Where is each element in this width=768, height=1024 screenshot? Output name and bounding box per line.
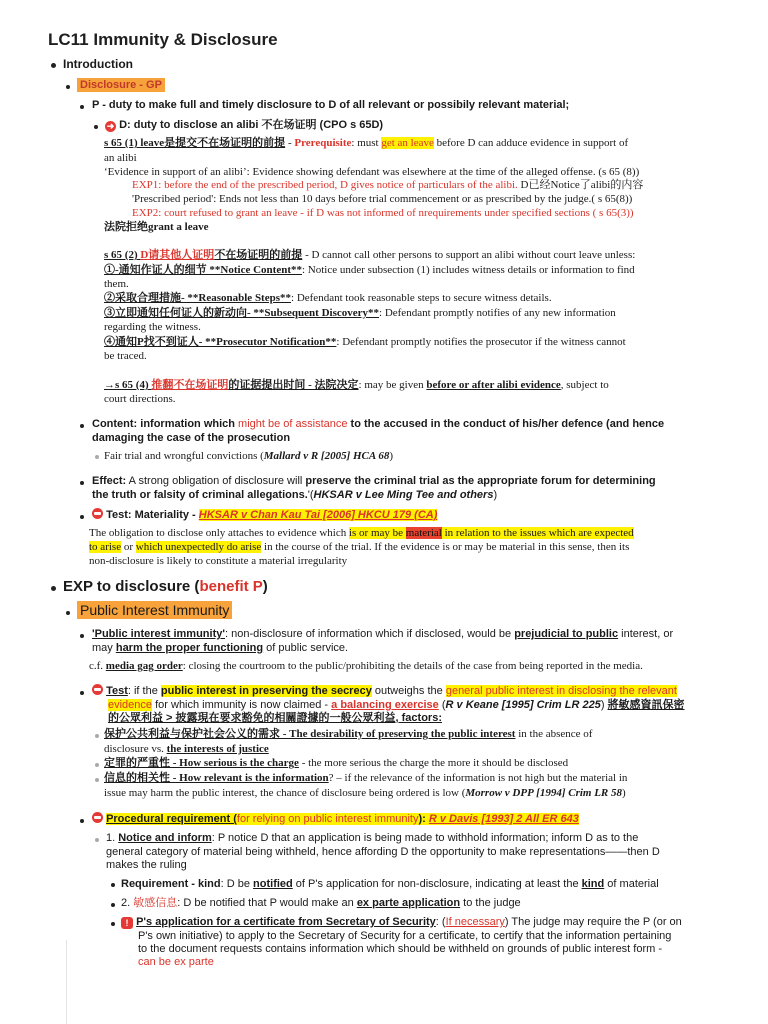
- condition-4-label: ④通知P找不到证人- **Prosecutor Notification**: [104, 336, 337, 348]
- exp2-text: EXP2: court refused to grant an leave - if D was not informed of nrequirements under specified sections ( s 65(3)): [132, 207, 634, 219]
- test-highlight-1: public interest in preserving the secrecy: [160, 685, 372, 697]
- exp-close: ): [262, 578, 268, 595]
- pii-test-line-2: [108, 698, 768, 712]
- interests-of-justice: the interests of justice: [166, 743, 269, 755]
- factor-2-rest: - the more serious the charge the more it should be disclosed: [298, 757, 569, 769]
- gag-rest: : closing the courtroom to the public/prohibiting the details of the case from being reported in the media.: [182, 660, 643, 672]
- bullet: [80, 515, 84, 519]
- test2-close: ): [600, 699, 608, 711]
- gag-label: media gag order: [105, 660, 183, 672]
- kind-text: kind: [581, 878, 605, 890]
- certificate-cont-2: to the document requests contains information which should be withheld on grounds of public interest form -: [138, 943, 663, 955]
- factor-1b-pre: disclosure vs.: [104, 743, 167, 755]
- davis-case: R v Davis [1993] 2 All ER 643: [428, 813, 579, 825]
- s65-4-label: →s 65 (4): [104, 379, 152, 391]
- requirement-kind[interactable]: [121, 877, 766, 891]
- bullet: [80, 424, 84, 428]
- condition-3: [104, 306, 764, 320]
- test-highlight-2: general public interest in disclosing the relevant: [445, 685, 677, 697]
- condition-2-text: : Defendant took reasonable steps to secure witness details.: [291, 292, 552, 304]
- ex-parte-application: ex parte application: [356, 897, 461, 909]
- factor-2: [104, 756, 764, 770]
- factor-3b-close: ): [622, 787, 626, 799]
- bullet: [95, 778, 99, 782]
- condition-1-cont: them.: [104, 278, 129, 290]
- effect-label: Effect:: [92, 475, 127, 487]
- requirement-end: of material: [604, 878, 659, 890]
- gag-order-line: [89, 659, 764, 673]
- condition-2-label: ②采取合理措施- **Reasonable Steps**: [104, 292, 292, 304]
- no-entry-icon: [92, 508, 103, 519]
- effect-close: ): [493, 489, 498, 501]
- benefit-p: benefit P: [199, 578, 263, 595]
- prerequisite-label: Prerequisite: [294, 137, 352, 149]
- exclamation-icon: !: [121, 917, 133, 929]
- condition-1-text: : Notice under subsection (1) includes witness details or information to find: [301, 264, 635, 276]
- s65-1-line: [104, 136, 754, 150]
- materiality-highlight-1: is or may be: [348, 527, 406, 539]
- prescribed-period: 'Prescribed period': Ends not less than 10 days before trial commencement or as prescribed by the judge.( s 65(8)): [132, 193, 633, 205]
- if-necessary: If necessary: [445, 916, 505, 928]
- test2-rest: for which immunity is now claimed -: [152, 699, 332, 711]
- content-rest: to the accused in the conduct of his/her defence (and hence: [347, 418, 665, 430]
- factor-3b-text: issue may harm the public interest, the chance of disclosure being ordered is low (: [104, 787, 466, 799]
- fair-trial-text: Fair trial and wrongful convictions (: [104, 450, 264, 462]
- step-2-end: to the judge: [460, 897, 521, 909]
- materiality-highlight-4: which unexpectedly do arise: [135, 541, 262, 553]
- s65-1-label: s 65 (1) leave是提交不在场证明的前提: [104, 137, 286, 149]
- bullet: [95, 734, 99, 738]
- bullet: [80, 819, 84, 823]
- arrow-right-icon: ➜: [106, 121, 115, 131]
- step-2[interactable]: [121, 896, 766, 910]
- materiality-p2-mid: or: [121, 541, 136, 553]
- s65-4-underlined: before or after alibi evidence: [426, 379, 561, 391]
- condition-3-cont: regarding the witness.: [104, 321, 201, 333]
- pii-test-line[interactable]: [92, 684, 764, 698]
- bullet: [66, 85, 70, 89]
- factor-2-label: 定罪的严重性 - How serious is the charge: [104, 757, 299, 769]
- s65-4-line: [104, 378, 764, 392]
- mallard-case: Mallard v R [2005] HCA 68: [263, 450, 390, 462]
- evidence-definition: ‘Evidence in support of an alibi’: Evidence showing defendant was elsewhere at the time of the alleged offense. (s 65 (8)): [104, 166, 640, 178]
- balancing-exercise: a balancing exercise: [331, 699, 439, 711]
- no-entry-icon: [92, 684, 103, 695]
- condition-4-cont: be traced.: [104, 350, 147, 362]
- test-label: Test: [106, 685, 128, 697]
- exp1-line: [132, 178, 768, 192]
- content-label: Content: information which: [92, 418, 239, 430]
- refuse-leave: 法院拒绝grant a leave: [104, 221, 209, 233]
- s65-4-mid: : may be given: [358, 379, 427, 391]
- factor-3-cont: [104, 786, 764, 800]
- factor-1-rest: in the absence of: [515, 728, 593, 740]
- requirement-label: Requirement - kind: [121, 878, 221, 890]
- s65-1-dash: -: [285, 137, 295, 149]
- materiality-p1-text: The obligation to disclose only attaches to evidence which: [89, 527, 349, 539]
- gag-pre: c.f.: [89, 660, 106, 672]
- requirement-mid-2: of P's application for non-disclosure, indicating at least the: [292, 878, 582, 890]
- notice-and-inform: Notice and inform: [118, 832, 212, 844]
- exp-label: EXP to disclosure (: [63, 578, 200, 595]
- must-text: : must: [351, 137, 382, 149]
- procedural-heading[interactable]: [92, 812, 762, 826]
- exp1-text: EXP1: before the end of the prescribed period, D gives notice of particulars of the alibi.: [132, 179, 518, 191]
- an-alibi-text: an alibi: [104, 152, 137, 164]
- certificate-label: P's application for a certificate from Secretary of Security: [136, 916, 436, 928]
- alibi-heading-text: D: duty to disclose an alibi 不在场证明 (CPO s 65D): [119, 119, 384, 131]
- materiality-label: Test: Materiality -: [106, 509, 199, 521]
- pii-def-mid: : non-disclosure of information which if disclosed, would be: [224, 628, 515, 640]
- p-duty-text[interactable]: P - duty to make full and timely disclosure to D of all relevant or possibily relevant material;: [92, 99, 570, 111]
- s65-2-label: s 65 (2): [104, 249, 141, 261]
- section-introduction[interactable]: Introduction: [63, 57, 133, 71]
- certificate-line[interactable]: [121, 915, 766, 929]
- disclosure-gp-label: Disclosure - GP: [77, 78, 165, 92]
- factor-3-rest: ? – if the relevance of the information is not high but the material in: [328, 772, 628, 784]
- morrow-case: Morrow v DPP [1994] Crim LR 58: [465, 787, 623, 799]
- factor-1-label: 保护公共利益与保护社会公义的需求 - The desirability of preserving the public interest: [104, 728, 516, 740]
- s65-4-cont: court directions.: [104, 393, 176, 405]
- material-highlight: material: [405, 527, 442, 539]
- certificate-cont-3: can be ex parte: [138, 956, 214, 968]
- bullet: [51, 586, 56, 591]
- pii-def-2: [92, 641, 762, 655]
- s65-2-line: [104, 248, 764, 262]
- outline-guide-line: [66, 940, 67, 1024]
- effect-line-2: [92, 488, 762, 502]
- content-line[interactable]: [92, 417, 762, 431]
- bullet: [80, 691, 84, 695]
- page-title: LC11 Immunity & Disclosure: [48, 30, 278, 49]
- s65-1-rest: before D can adduce evidence in support of: [433, 137, 629, 149]
- test2-cn: 將敏感資訊保密: [607, 699, 685, 711]
- condition-4: [104, 335, 764, 349]
- bullet: [66, 611, 70, 615]
- bullet: [51, 63, 56, 68]
- s65-2-rest: - D cannot call other persons to support an alibi without court leave unless:: [302, 249, 636, 261]
- content-line-2: damaging the case of the prosecution: [92, 432, 291, 444]
- exp1-cn: D已经Notice了alibi的内容: [517, 179, 644, 191]
- test-mid-2: outweighs the: [371, 685, 446, 697]
- exp-to-disclosure[interactable]: [63, 578, 268, 595]
- materiality-heading[interactable]: [92, 508, 437, 522]
- fair-trial-line: [104, 449, 393, 463]
- pii-def-label: 'Public interest immunity': [92, 628, 225, 640]
- get-leave-highlight: get an leave: [381, 137, 434, 149]
- pii-def2-pre: may: [92, 642, 116, 654]
- condition-3-label: ③立即通知任何证人的新动向- **Subsequent Discovery**: [104, 307, 380, 319]
- pii-tag[interactable]: [77, 602, 232, 618]
- certificate-rest: ) The judge may require the P (or on: [504, 916, 682, 928]
- bullet: [80, 105, 84, 109]
- effect-line[interactable]: [92, 474, 762, 488]
- test-highlight-3: evidence: [108, 699, 153, 711]
- step-1-cont-2: makes the ruling: [106, 859, 187, 871]
- condition-2: [104, 291, 764, 305]
- bullet: [111, 903, 115, 907]
- condition-1-label: ①-通知作证人的细节 **Notice Content**: [104, 264, 302, 276]
- sensitive-info: 敏感信息: [133, 897, 178, 909]
- lee-ming-tee-case: HKSAR v Lee Ming Tee and others: [313, 489, 494, 501]
- materiality-p2-rest: in the course of the trial. If the evidence is or may be material in this sense, then its: [261, 541, 630, 553]
- materiality-p3: non-disclosure is likely to constitute a material irregularity: [89, 555, 348, 567]
- step-1-number: 1.: [106, 832, 119, 844]
- bullet: [95, 455, 99, 459]
- certificate-cont: P's own initiative) to apply to the Secretary of Security for a certificate, to certify that the information pertaining: [138, 930, 672, 942]
- procedural-label: Procedural requirement (: [106, 813, 237, 825]
- procedural-red: for relying on public interest immunity: [236, 813, 419, 825]
- s65-2-cn: 不在场证明的前提: [214, 249, 303, 261]
- certificate-mid: : (: [435, 916, 446, 928]
- step-2-mid: : D be notified that P would make an: [177, 897, 357, 909]
- test2-open: (: [438, 699, 446, 711]
- condition-1: [104, 263, 764, 277]
- bullet: [95, 838, 99, 842]
- alibi-heading[interactable]: [105, 118, 383, 132]
- pii-def2-end: of public service.: [263, 642, 349, 654]
- materiality-p1: [89, 526, 759, 540]
- notified-text: notified: [253, 878, 293, 890]
- bullet: [111, 883, 115, 887]
- condition-3-text: : Defendant promptly notifies of any new information: [379, 307, 616, 319]
- disclosure-gp-tag[interactable]: [77, 78, 165, 92]
- s65-4-cn: 的证据提出时间 - 法院决定: [228, 379, 359, 391]
- requirement-mid: : D be: [220, 878, 254, 890]
- content-red: might be of assistance: [238, 418, 348, 430]
- bullet: [95, 763, 99, 767]
- pii-def: [92, 627, 762, 641]
- s65-4-red: 推翻不在场证明: [151, 379, 229, 391]
- effect-quote: '(: [307, 489, 314, 501]
- pii-test-line-3: 的公眾利益 > 披露現在要求豁免的相關證據的一般公眾利益, factors:: [108, 712, 442, 724]
- step-1-cont: general category of material being withheld, hence affording D the opportunity to make representations——then D: [106, 846, 660, 858]
- keane-case: R v Keane [1995] Crim LR 225: [445, 699, 601, 711]
- bullet: [80, 634, 84, 638]
- condition-4-text: : Defendant promptly notifies the prosecutor if the witness cannot: [336, 336, 626, 348]
- effect-plain: A strong obligation of disclosure will: [126, 475, 306, 487]
- materiality-p2: [89, 540, 759, 554]
- factor-3: [104, 771, 764, 785]
- bullet: [80, 481, 84, 485]
- s65-2-red: D请其他人证明: [140, 249, 215, 261]
- factor-1: [104, 727, 764, 741]
- materiality-highlight-3: to arise: [89, 541, 122, 553]
- step-2-number: 2.: [121, 897, 134, 909]
- bullet: [111, 922, 115, 926]
- pii-def-underlined: prejudicial to public: [514, 628, 619, 640]
- materiality-highlight-2: in relation to the issues which are expected: [441, 527, 634, 539]
- no-entry-icon: [92, 812, 103, 823]
- pii-def2-underlined: harm the proper functioning: [115, 642, 264, 654]
- fair-trial-close: ): [389, 450, 394, 462]
- effect-bold-1: preserve the criminal trial as the appropriate forum for determining: [305, 475, 656, 487]
- factor-1-cont: [104, 742, 269, 756]
- s65-4-end: , subject to: [560, 379, 609, 391]
- pii-label: Public Interest Immunity: [77, 601, 232, 619]
- chan-kau-tai-case: HKSAR v Chan Kau Tai [2006] HKCU 179 (CA): [198, 509, 438, 521]
- test-mid: : if the: [127, 685, 161, 697]
- factor-3-label: 信息的相关性 - How relevant is the information: [104, 772, 329, 784]
- bullet: [94, 125, 98, 129]
- pii-def-end: interest, or: [618, 628, 674, 640]
- procedural-close: ):: [418, 813, 429, 825]
- effect-bold-2: the truth or falsity of criminal allegations.: [92, 489, 308, 501]
- step-1-rest: : P notice D that an application is being made to withhold information; inform D as to the: [211, 832, 639, 844]
- step-1[interactable]: [106, 831, 766, 845]
